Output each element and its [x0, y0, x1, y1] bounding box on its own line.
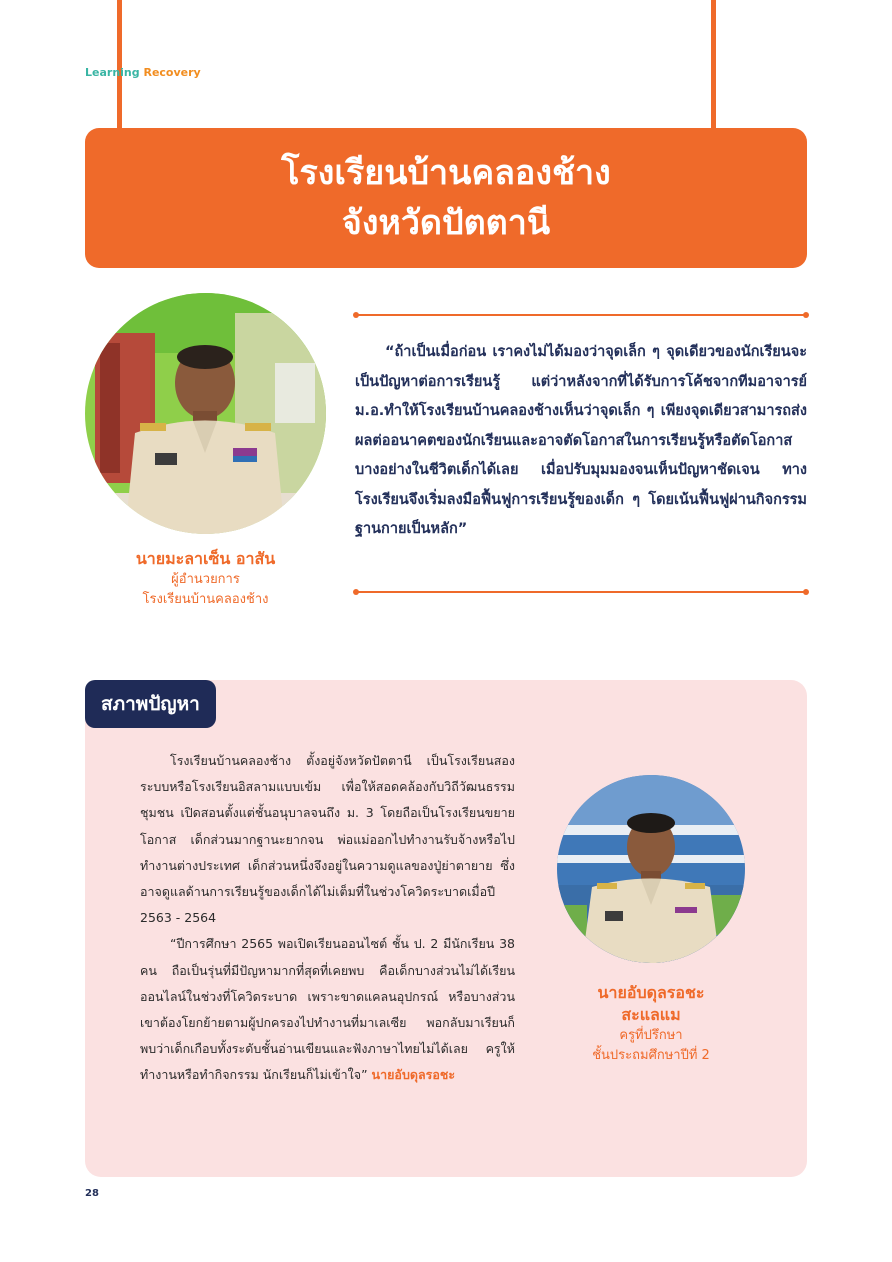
problem-paragraph-2-attribution: นายอับดุลรอชะ: [371, 1067, 456, 1083]
teacher-photo-illustration: [557, 775, 745, 963]
quote-divider-top: [355, 314, 807, 316]
principal-quote: “ถ้าเป็นเมื่อก่อน เราคงไม่ได้มองว่าจุดเล็ก ๆ จุดเดียวของนักเรียนจะเป็นปัญหาต่อการเรียนรู้ แต่ว่าหลังจากที่ได้รับการโค้ชจากทีมอาจารย์ ม.อ.ทำให้โรงเรียนบ้านคลองช้างเห็นว่าจุดเล็ก ๆ เพียงจุดเดียวสามารถส่งผลต่ออนาคตของนักเรียนและอาจตัดโอกาสในการเรียนรู้หรือตัดโอกาสบางอย่างในชีวิตเด็กได้เลย เมื่อปรับมุมมองจนเห็นปัญหาชัดเจน ทางโรงเรียนจึงเริ่มลงมือฟื้นฟูการเรียนรู้ของเด็ก ๆ โดยเน้นฟื้นฟูผ่านกิจกรรมฐานกายเป็นหลัก”: [355, 344, 807, 537]
problem-section-body: [140, 748, 515, 1089]
quote-divider-bottom: [355, 591, 807, 593]
principal-caption: [85, 548, 326, 610]
problem-paragraph-1: โรงเรียนบ้านคลองช้าง ตั้งอยู่จังหวัดปัตตานี เป็นโรงเรียนสองระบบหรือโรงเรียนอิสลามแบบเข้ม เพื่อให้สอดคล้องกับวิถีวัฒนธรรมชุมชน เปิดสอนตั้งแต่ชั้นอนุบาลจนถึง ม. 3 โดยถือเป็นโรงเรียนขยายโอกาส เด็กส่วนมากฐานะยากจน พ่อแม่ออกไปทำงานรับจ้างหรือไปทำงานต่างประเทศ เด็กส่วนหนึ่งจึงอยู่ในความดูแลของปู่ย่าตายาย ซึ่งอาจดูแลด้านการเรียนรู้ของเด็กได้ไม่เต็มที่ในช่วงโควิดระบาดเมื่อปี 2563 - 2564: [140, 753, 515, 926]
page-title-banner: [85, 128, 807, 268]
principal-photo-illustration: [85, 293, 326, 534]
page-number: 28: [85, 1188, 99, 1199]
principal-role: ผู้อำนวยการ: [171, 572, 240, 587]
brand-word-learning: Learning: [85, 66, 140, 79]
problem-paragraph-2-text: “ปีการศึกษา 2565 พอเปิดเรียนออนไซต์ ชั้น ป. 2 มีนักเรียน 38 คน ถือเป็นรุ่นที่มีปัญหามากที่สุดที่เคยพบ คือเด็กบางส่วนไม่ได้เรียนออนไลน์ในช่วงที่โควิดระบาด เพราะขาดแคลนอุปกรณ์ หรือบางส่วนเขาต้องโยกย้ายตามผู้ปกครองไปทำงานที่มาเลเซีย พอกลับมาเรียนก็พบว่าเด็กเกือบทั้งระดับชั้นอ่านเขียนและฟังภาษาไทยไม่ได้เลย ครูให้ทำงานหรือทำกิจกรรม นักเรียนก็ไม่เข้าใจ”: [140, 936, 515, 1083]
teacher-role: ครูที่ปรึกษา: [619, 1028, 683, 1043]
page-title-line1: โรงเรียนบ้านคลองช้าง: [281, 153, 611, 193]
principal-name: นายมะลาเซ็น อาสัน: [135, 549, 276, 568]
brand-label: [85, 66, 201, 79]
section-heading: สภาพปัญหา: [85, 680, 216, 728]
teacher-grade: ชั้นประถมศึกษาปีที่ 2: [592, 1048, 710, 1063]
page-title-line2: จังหวัดปัตตานี: [341, 203, 551, 243]
decor-vertical-line-left: [117, 0, 122, 130]
decor-vertical-line-right: [711, 0, 716, 130]
principal-org: โรงเรียนบ้านคลองช้าง: [142, 592, 269, 607]
teacher-caption: [545, 982, 757, 1066]
principal-photo: [85, 293, 326, 534]
teacher-name-line2: สะแลแม: [621, 1005, 681, 1024]
brand-word-recovery: Recovery: [143, 66, 201, 79]
teacher-name-line1: นายอับดุลรอชะ: [597, 983, 705, 1002]
teacher-photo: [557, 775, 745, 963]
problem-paragraph-2: [140, 931, 515, 1088]
